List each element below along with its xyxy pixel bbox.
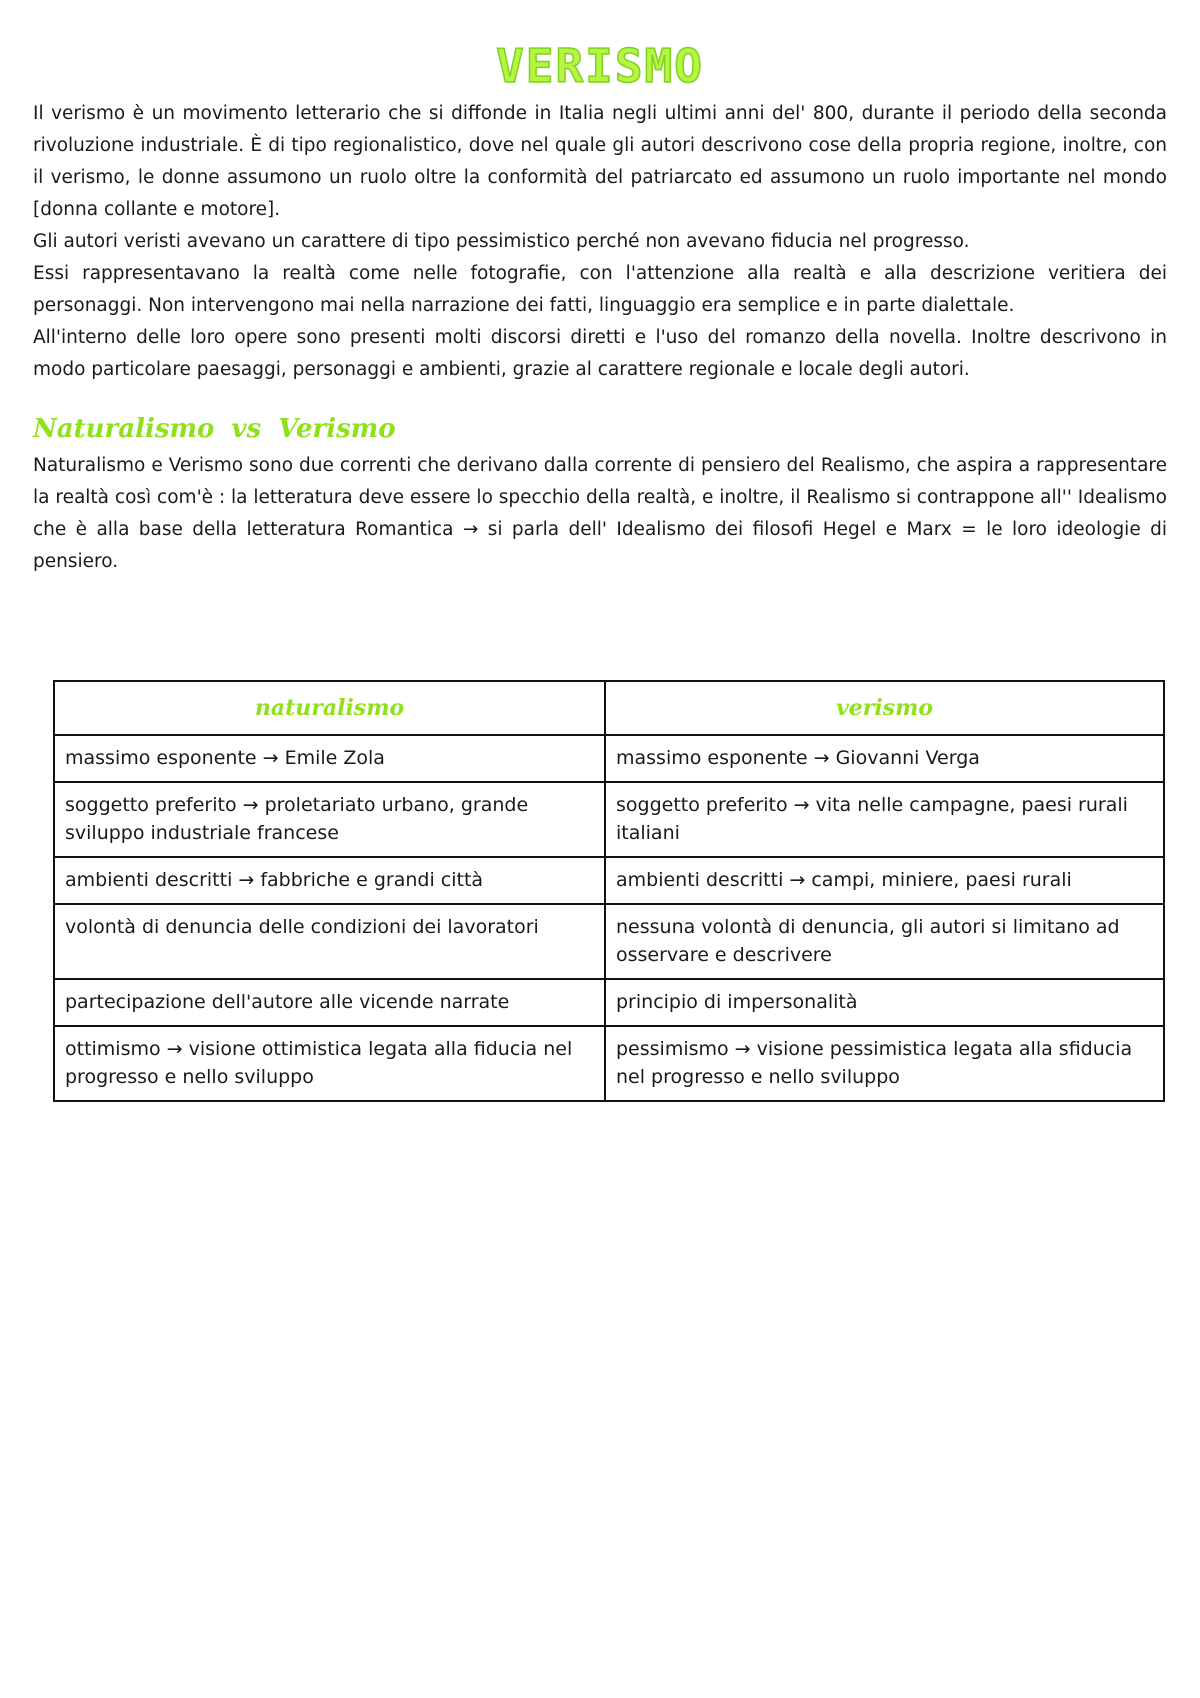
table-row bbox=[54, 735, 1164, 782]
table-cell: ottimismo → visione ottimistica legata alla fiducia nel progresso e nello sviluppo bbox=[54, 1026, 605, 1101]
table-row bbox=[54, 857, 1164, 904]
table-cell: soggetto preferito → vita nelle campagne, paesi rurali italiani bbox=[605, 782, 1164, 857]
table-header-row bbox=[54, 681, 1164, 735]
document-page bbox=[33, 38, 1167, 578]
table-row bbox=[54, 1026, 1164, 1101]
table-cell: nessuna volontà di denuncia, gli autori si limitano ad osservare e descrivere bbox=[605, 904, 1164, 979]
table-row bbox=[54, 782, 1164, 857]
table-cell: volontà di denuncia delle condizioni dei lavoratori bbox=[54, 904, 605, 979]
table-cell: pessimismo → visione pessimistica legata alla sfiducia nel progresso e nello sviluppo bbox=[605, 1026, 1164, 1101]
intro-section bbox=[33, 98, 1167, 386]
intro-paragraph: All'interno delle loro opere sono presenti molti discorsi diretti e l'uso del romanzo della novella. Inoltre descrivono in modo particolare paesaggi, personaggi e ambienti, grazie al carattere regionale e locale degli autori. bbox=[33, 327, 1167, 380]
column-header-naturalismo: naturalismo bbox=[54, 681, 605, 735]
section-paragraph: Naturalismo e Verismo sono due correnti che derivano dalla corrente di pensiero del Realismo, che aspira a rappresentare la realtà così com'è : la letteratura deve essere lo specchio della realtà, e inoltre, il Realismo si contrappone all'' Idealismo che è alla base della letteratura Romantica → si parla dell' Idealismo dei filosofi Hegel e Marx = le loro ideologie di pensiero. bbox=[33, 455, 1167, 572]
comparison-table bbox=[53, 680, 1165, 1102]
column-header-verismo: verismo bbox=[605, 681, 1164, 735]
intro-paragraph: Il verismo è un movimento letterario che si diffonde in Italia negli ultimi anni del' 800, durante il periodo della seconda rivoluzione industriale. È di tipo regionalistico, dove nel quale gli autori descrivono cose della propria regione, inoltre, con il verismo, le donne assumono un ruolo oltre la conformità del patriarcato ed assumono un ruolo importante nel mondo [donna collante e motore]. bbox=[33, 103, 1167, 220]
table-cell: massimo esponente → Emile Zola bbox=[54, 735, 605, 782]
intro-paragraph: Essi rappresentavano la realtà come nelle fotografie, con l'attenzione alla realtà e alla descrizione veritiera dei personaggi. Non intervengono mai nella narrazione dei fatti, linguaggio era semplice e in parte dialettale. bbox=[33, 263, 1167, 316]
table-cell: partecipazione dell'autore alle vicende narrate bbox=[54, 979, 605, 1026]
intro-paragraph: Gli autori veristi avevano un carattere di tipo pessimistico perché non avevano fiducia nel progresso. bbox=[33, 231, 970, 252]
table-cell: massimo esponente → Giovanni Verga bbox=[605, 735, 1164, 782]
section-title: Naturalismo vs Verismo bbox=[33, 414, 396, 444]
table-cell: principio di impersonalità bbox=[605, 979, 1164, 1026]
table-row bbox=[54, 904, 1164, 979]
table-cell: ambienti descritti → campi, miniere, paesi rurali bbox=[605, 857, 1164, 904]
document-title: VERISMO bbox=[496, 39, 704, 93]
table-row bbox=[54, 979, 1164, 1026]
table-cell: ambienti descritti → fabbriche e grandi città bbox=[54, 857, 605, 904]
table-cell: soggetto preferito → proletariato urbano, grande sviluppo industriale francese bbox=[54, 782, 605, 857]
